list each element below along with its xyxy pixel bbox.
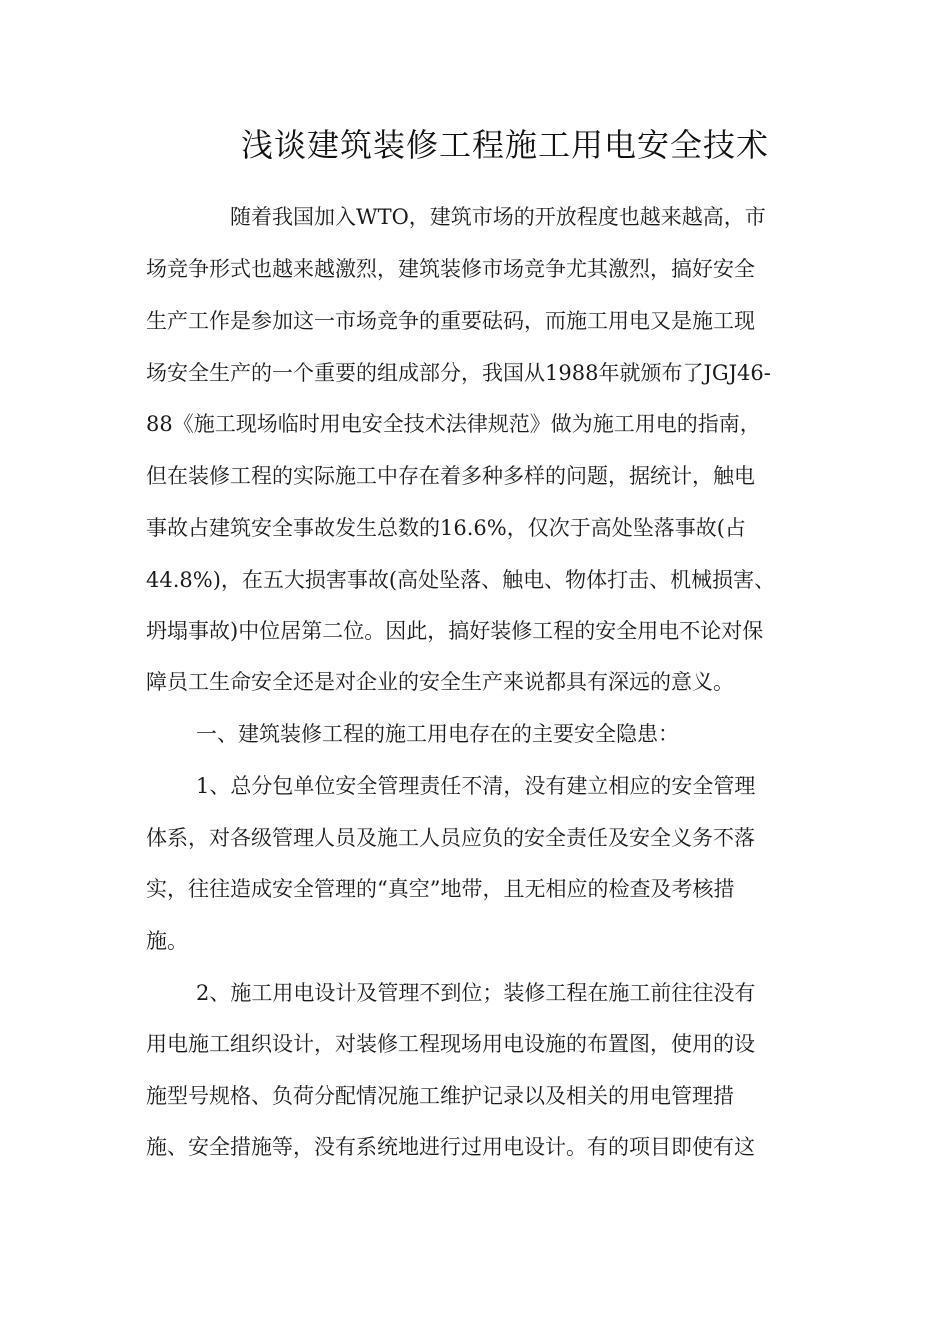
paragraph-line: 1、总分包单位安全管理责任不清，没有建立相应的安全管理	[196, 774, 756, 798]
paragraph-line: 事故占建筑安全事故发生总数的16.6%，仅次于高处坠落事故(占	[146, 516, 746, 540]
paragraph-line: 生产工作是参加这一市场竞争的重要砝码，而施工用电又是施工现	[146, 309, 755, 333]
paragraph-line: 随着我国加入WTO，建筑市场的开放程度也越来越高，市	[230, 205, 766, 229]
paragraph-line: 88《施工现场临时用电安全技术法律规范》做为施工用电的指南，	[146, 412, 761, 436]
paragraph-line: 施、安全措施等，没有系统地进行过用电设计。有的项目即使有这	[146, 1135, 755, 1159]
section-heading: 一、建筑装修工程的施工用电存在的主要安全隐患：	[196, 722, 679, 746]
paragraph-line: 施型号规格、负荷分配情况施工维护记录以及相关的用电管理措	[146, 1084, 734, 1108]
paragraph-line: 场竞争形式也越来越激烈，建筑装修市场竞争尤其激烈，搞好安全	[146, 257, 755, 281]
paragraph-line: 体系，对各级管理人员及施工人员应负的安全责任及安全义务不落	[146, 826, 755, 850]
paragraph-line: 2、施工用电设计及管理不到位；装修工程在施工前往往没有	[196, 981, 756, 1005]
paragraph-line: 44.8%)，在五大损害事故(高处坠落、触电、物体打击、机械损害、	[146, 568, 776, 592]
paragraph-line: 但在装修工程的实际施工中存在着多种多样的问题，据统计，触电	[146, 464, 755, 488]
paragraph-line: 坍塌事故)中位居第二位。因此，搞好装修工程的安全用电不论对保	[146, 619, 764, 643]
paragraph-line: 实，往往造成安全管理的“真空”地带，且无相应的检查及考核措	[146, 877, 735, 901]
paragraph-line: 障员工生命安全还是对企业的安全生产来说都具有深远的意义。	[146, 670, 734, 694]
document-title: 浅谈建筑装修工程施工用电安全技术	[240, 126, 769, 164]
paragraph-line: 用电施工组织设计，对装修工程现场用电设施的布置图，使用的设	[146, 1032, 755, 1056]
paragraph-line: 场安全生产的一个重要的组成部分，我国从1988年就颁布了JGJ46-	[146, 361, 771, 385]
paragraph-line: 施。	[146, 929, 188, 953]
